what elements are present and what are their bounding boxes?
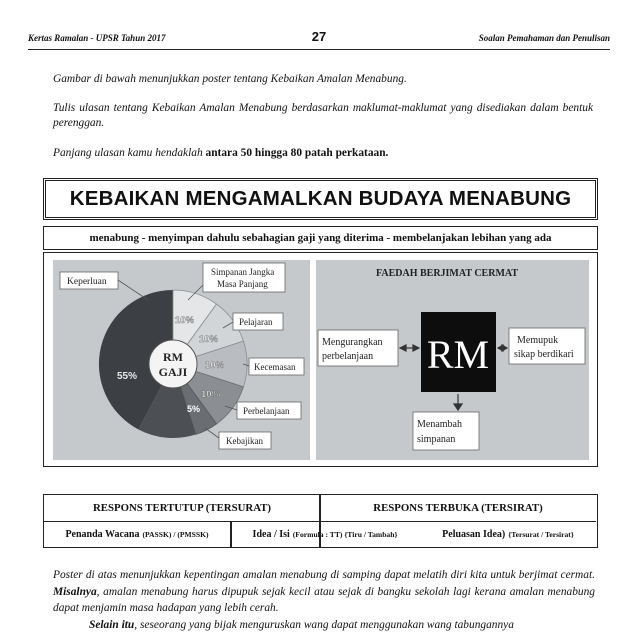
header-right-text: Soalan Pemahaman dan Penulisan bbox=[479, 33, 610, 43]
answer-p1-marker: Misalnya bbox=[53, 586, 97, 598]
pie-value-kecemasan: 10% bbox=[205, 360, 225, 371]
instruction-line-1: Gambar di bawah menunjukkan poster tentang Kebaikan Amalan Menabung. bbox=[53, 72, 593, 87]
header-left-text: Kertas Ramalan - UPSR Tahun 2017 bbox=[28, 33, 165, 43]
savings-benefit-panel bbox=[316, 260, 589, 460]
cell-idea-small: (Formula : TT) {Tiru / Tambah} bbox=[293, 530, 398, 539]
table-cell-idea bbox=[231, 522, 419, 547]
callout-perbelanjaan bbox=[225, 402, 301, 419]
answer-p1-rest: , amalan menabung harus dipupuk sejak kecil atau sejak di bangku sekolah lagi kerana amalan menabung dapat menjamin masa hadapan yang lebih cerah. bbox=[53, 586, 595, 615]
pie-center-line2: GAJI bbox=[159, 365, 188, 379]
salary-pie-panel bbox=[53, 260, 310, 460]
pie-center-circle bbox=[149, 340, 197, 388]
callout-keperluan-label: Keperluan bbox=[67, 277, 107, 287]
arrow-left bbox=[400, 345, 419, 351]
rm-center-label: RM bbox=[427, 332, 489, 377]
pie-value-keperluan: 55% bbox=[117, 371, 137, 382]
salary-pie-chart bbox=[53, 260, 310, 460]
poster-subtitle: menabung - menyimpan dahulu sebahagian gaji yang diterima - membelanjakan lebihan yang ada bbox=[43, 226, 598, 250]
cell-idea-main: Idea / Isi bbox=[253, 529, 290, 540]
response-rubric-table bbox=[43, 494, 598, 548]
arrow-down bbox=[454, 394, 462, 410]
answer-p2-marker: Selain itu bbox=[89, 619, 134, 631]
pie-value-perbelanjaan: 10% bbox=[201, 389, 221, 400]
table-header-tertutup: RESPONS TERTUTUP (TERSURAT) bbox=[44, 495, 320, 522]
table-header-terbuka: RESPONS TERBUKA (TERSIRAT) bbox=[320, 495, 596, 522]
callout-pelajaran-label: Pelajaran bbox=[239, 317, 273, 327]
cell-penanda-small: (PASSK) / (PMSSK) bbox=[142, 530, 208, 539]
cell-peluasan-main: Peluasan Idea) bbox=[442, 529, 505, 540]
page-number: 27 bbox=[312, 29, 326, 44]
answer-p1-start: Poster di atas menunjukkan kepentingan amalan menabung di samping dapat melatih diri kita untuk berjimat cermat. bbox=[53, 569, 595, 581]
box-menambah-line2: simpanan bbox=[417, 434, 455, 445]
callout-simpanan-label-1: Simpanan Jangka bbox=[211, 267, 274, 277]
page-header bbox=[28, 29, 610, 50]
cermat-title: FAEDAH BERJIMAT CERMAT bbox=[376, 268, 518, 279]
callout-simpanan-label-2: Masa Panjang bbox=[217, 279, 268, 289]
poster-title: KEBAIKAN MENGAMALKAN BUDAYA MENABUNG bbox=[70, 187, 572, 211]
pie-value-simpanan: 10% bbox=[175, 315, 195, 326]
box-mengurangkan-line1: Mengurangkan bbox=[322, 337, 383, 348]
callout-kebajikan bbox=[205, 428, 271, 449]
instruction-line-2: Tulis ulasan tentang Kebaikan Amalan Menabung berdasarkan maklumat-maklumat yang disediakan dalam bentuk perenggan. bbox=[53, 101, 593, 131]
table-cell-penanda bbox=[44, 522, 230, 547]
instruction-word-count: antara 50 hingga 80 patah perkataan. bbox=[206, 147, 389, 159]
box-menambah-line1: Menambah bbox=[417, 419, 462, 430]
pie-value-pelajaran: 10% bbox=[199, 334, 219, 345]
answer-paragraph bbox=[53, 567, 595, 633]
box-memupuk-line2: sikap berdikari bbox=[514, 349, 574, 360]
callout-kecemasan bbox=[243, 358, 304, 375]
box-mengurangkan-line2: perbelanjaan bbox=[322, 351, 373, 362]
pie-value-kebajikan: 5% bbox=[187, 404, 200, 414]
answer-p2-rest: , seseorang yang bijak menguruskan wang dapat menggunakan wang tabungannya bbox=[134, 619, 514, 631]
instruction-line-3-prefix: Panjang ulasan kamu hendaklah bbox=[53, 147, 206, 159]
arrow-right bbox=[498, 345, 507, 351]
callout-perbelanjaan-label: Perbelanjaan bbox=[243, 406, 290, 416]
cell-penanda-main: Penanda Wacana bbox=[65, 529, 139, 540]
poster-title-box bbox=[43, 178, 598, 220]
box-memupuk-line1: Memupuk bbox=[517, 335, 558, 346]
callout-kecemasan-label: Kecemasan bbox=[254, 362, 296, 372]
pie-center-line1: RM bbox=[163, 350, 183, 364]
callout-keperluan bbox=[60, 272, 148, 300]
instruction-line-3 bbox=[53, 146, 593, 161]
callout-simpanan bbox=[188, 263, 285, 300]
answer-p2 bbox=[53, 617, 595, 633]
savings-benefit-diagram bbox=[316, 260, 589, 460]
cell-peluasan-small: {Tersurat / Tersirat} bbox=[508, 530, 574, 539]
callout-kebajikan-label: Kebajikan bbox=[226, 436, 263, 446]
table-cell-peluasan bbox=[420, 522, 596, 547]
